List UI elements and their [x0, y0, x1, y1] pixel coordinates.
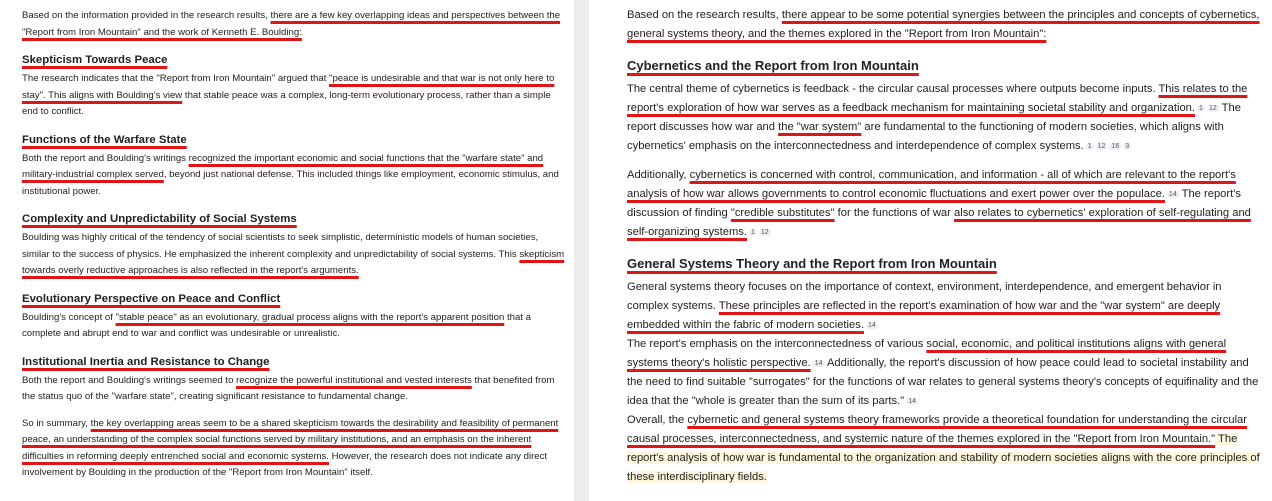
- body-text: are fundamental to the functioning of modern societies, which aligns with cybernetics' emphasis on the interconnectedness and interdependence of complex systems.: [627, 121, 1224, 152]
- section-body: [22, 71, 566, 121]
- right-answer-panel: [589, 0, 1272, 501]
- highlighted-text: The report's analysis of how war is fundamental to the organization and stability of modern societies aligns with the core principles of these interdisciplinary fields.: [627, 433, 1260, 483]
- section-heading: Functions of the Warfare State: [22, 133, 187, 146]
- citation-badge[interactable]: 12: [1097, 143, 1106, 150]
- right-section-general-systems: [627, 254, 1260, 487]
- body-text: that benefited from the status quo of the "warfare state", creating significant resistance to fundamental change.: [22, 374, 555, 402]
- body-text: that a complete and abrupt end to war and conflict was undesirable or unrealistic.: [22, 311, 531, 339]
- body-text: for the functions of war: [834, 207, 954, 219]
- body-underlined: "peace is undesirable and that war is not only here to stay". This aligns with Boulding's view: [22, 73, 555, 101]
- section-paragraph: [627, 80, 1260, 156]
- left-answer-panel: [0, 0, 574, 501]
- body-text: Additionally,: [627, 169, 690, 181]
- citation-badge[interactable]: 16: [1111, 143, 1120, 150]
- left-intro: [22, 8, 566, 41]
- left-section-inertia: [22, 353, 566, 406]
- intro-underlined: there appear to be some potential synergies between the principles and concepts of cybernetics, general systems theory, and the themes explored in the "Report from Iron Mountain":: [627, 9, 1260, 40]
- body-underlined: "credible substitutes": [730, 207, 835, 219]
- section-body: [22, 373, 566, 406]
- section-heading: Institutional Inertia and Resistance to Change: [22, 355, 270, 368]
- summary-text: However, the research does not indicate any direct involvement by Boulding in the production of the "Report from Iron Mountain" itself.: [22, 450, 548, 478]
- body-underlined: This relates to the report's exploration of how war serves as a feedback mechanism for maintaining societal stability and organization.: [627, 83, 1248, 114]
- left-section-evolutionary: [22, 290, 566, 343]
- intro-text: Based on the research results,: [627, 9, 782, 21]
- body-text: that stable peace was a complex, long-term evolutionary process, rather than a simple end to conflict.: [22, 89, 551, 117]
- body-underlined: cybernetics is concerned with control, communication, and information - all of which are relevant to the report's analysis of how war allows governments to control economic fluctuations and exert power over the populace.: [627, 169, 1236, 200]
- left-section-warfare-state: [22, 131, 566, 201]
- citation-badge[interactable]: 12: [1208, 105, 1217, 112]
- intro-text: Based on the information provided in the research results,: [22, 10, 271, 21]
- right-section-cybernetics: [627, 56, 1260, 242]
- citation-badge[interactable]: 12: [760, 229, 769, 236]
- citation-badge[interactable]: 1: [1199, 105, 1203, 112]
- citation-badge[interactable]: 1: [1087, 143, 1092, 150]
- body-text: Both the report and Boulding's writings seemed to: [22, 374, 237, 386]
- body-underlined: recognize the powerful institutional and vested interests: [236, 374, 472, 386]
- section-paragraph: [627, 278, 1260, 335]
- citation-badge[interactable]: 1: [751, 229, 755, 236]
- summary-text: So in summary,: [22, 417, 91, 429]
- section-heading: General Systems Theory and the Report from Iron Mountain: [627, 256, 997, 271]
- body-underlined: social, economic, and political institutions aligns with general systems theory's holistic perspective.: [627, 338, 1227, 369]
- body-underlined: recognized the important economic and social functions that the "warfare state" and military-industrial complex served: [22, 152, 544, 180]
- body-underlined: also relates to cybernetics' exploration of self-regulating and self-organizing systems.: [627, 207, 1251, 238]
- left-summary: [22, 416, 566, 482]
- citation-badge[interactable]: 14: [1168, 191, 1177, 198]
- left-section-complexity: [22, 210, 566, 280]
- body-text: Boulding's concept of: [22, 311, 116, 323]
- body-text: Both the report and Boulding's writings: [22, 152, 189, 164]
- section-paragraph: [627, 335, 1260, 411]
- citation-badge[interactable]: 14: [867, 322, 876, 329]
- body-underlined: the "war system": [778, 121, 862, 133]
- body-text: General systems theory focuses on the importance of context, environment, interdependence, and emergent behavior in complex systems.: [627, 281, 1222, 312]
- section-paragraph: [627, 411, 1260, 487]
- body-text: , beyond just national defense. This included things like employment, economic stimulus, and institutional power.: [22, 169, 559, 197]
- section-body: [22, 310, 566, 343]
- right-intro: [627, 6, 1260, 44]
- body-underlined: These principles are reflected in the report's examination of how war and the "war system" are deeply embedded within the fabric of modern societies.: [627, 300, 1221, 331]
- section-paragraph: [627, 166, 1260, 242]
- body-text: The report discusses how war and: [627, 102, 1241, 133]
- body-text: The research indicates that the "Report from Iron Mountain" argued that: [22, 73, 330, 84]
- body-underlined: skepticism towards overly reductive approaches is also reflected in the report's arguments.: [22, 248, 565, 276]
- body-text: Boulding was highly critical of the tendency of social scientists to seek simplistic, deterministic models of human societies, similar to the success of physics. He emphasized the inherent complexity and unpredictability of social systems. This: [22, 232, 539, 260]
- section-heading: Skepticism Towards Peace: [22, 54, 168, 66]
- section-heading: Evolutionary Perspective on Peace and Conflict: [22, 292, 281, 305]
- section-body: [22, 151, 566, 201]
- section-body: [22, 230, 566, 280]
- citation-badge[interactable]: 14: [908, 398, 917, 405]
- summary-underlined: the key overlapping areas seem to be a shared skepticism towards the desirability and feasibility of permanent peace, an understanding of the complex social functions served by military institutions, and an emphasis on the inherent difficulties in reforming deeply entrenched social and economic systems.: [22, 417, 559, 462]
- body-underlined: "stable peace" as an evolutionary, gradual process aligns with the report's apparent position: [115, 311, 505, 323]
- body-underlined: cybernetic and general systems theory frameworks provide a theoretical foundation for understanding the circular causal processes, interconnectedness, and systemic nature of the themes explored in the "Report from Iron Mountain.": [627, 414, 1247, 445]
- body-text: The report's discussion of finding: [627, 188, 1241, 219]
- section-heading: Cybernetics and the Report from Iron Mountain: [627, 58, 919, 73]
- body-text: The central theme of cybernetics is feedback - the circular causal processes where outputs become inputs.: [627, 83, 1159, 95]
- body-text: The report's emphasis on the interconnectedness of various: [627, 338, 927, 350]
- left-section-skepticism: [22, 51, 566, 121]
- intro-underlined: there are a few key overlapping ideas and perspectives between the "Report from Iron Mountain" and the work of Kenneth E. Boulding:: [22, 10, 561, 38]
- panel-divider: [574, 0, 589, 501]
- body-text: Overall, the: [627, 414, 688, 426]
- body-text: Additionally, the report's discussion of how peace could lead to societal instability and the need to find suitable "surrogates" for the functions of war relates to general systems theory's concepts of equifinality and the idea that the "whole is greater than the sum of its parts.": [627, 357, 1259, 407]
- citation-badge[interactable]: 3: [1125, 143, 1130, 150]
- citation-badge[interactable]: 14: [814, 360, 823, 367]
- section-heading: Complexity and Unpredictability of Social Systems: [22, 213, 297, 225]
